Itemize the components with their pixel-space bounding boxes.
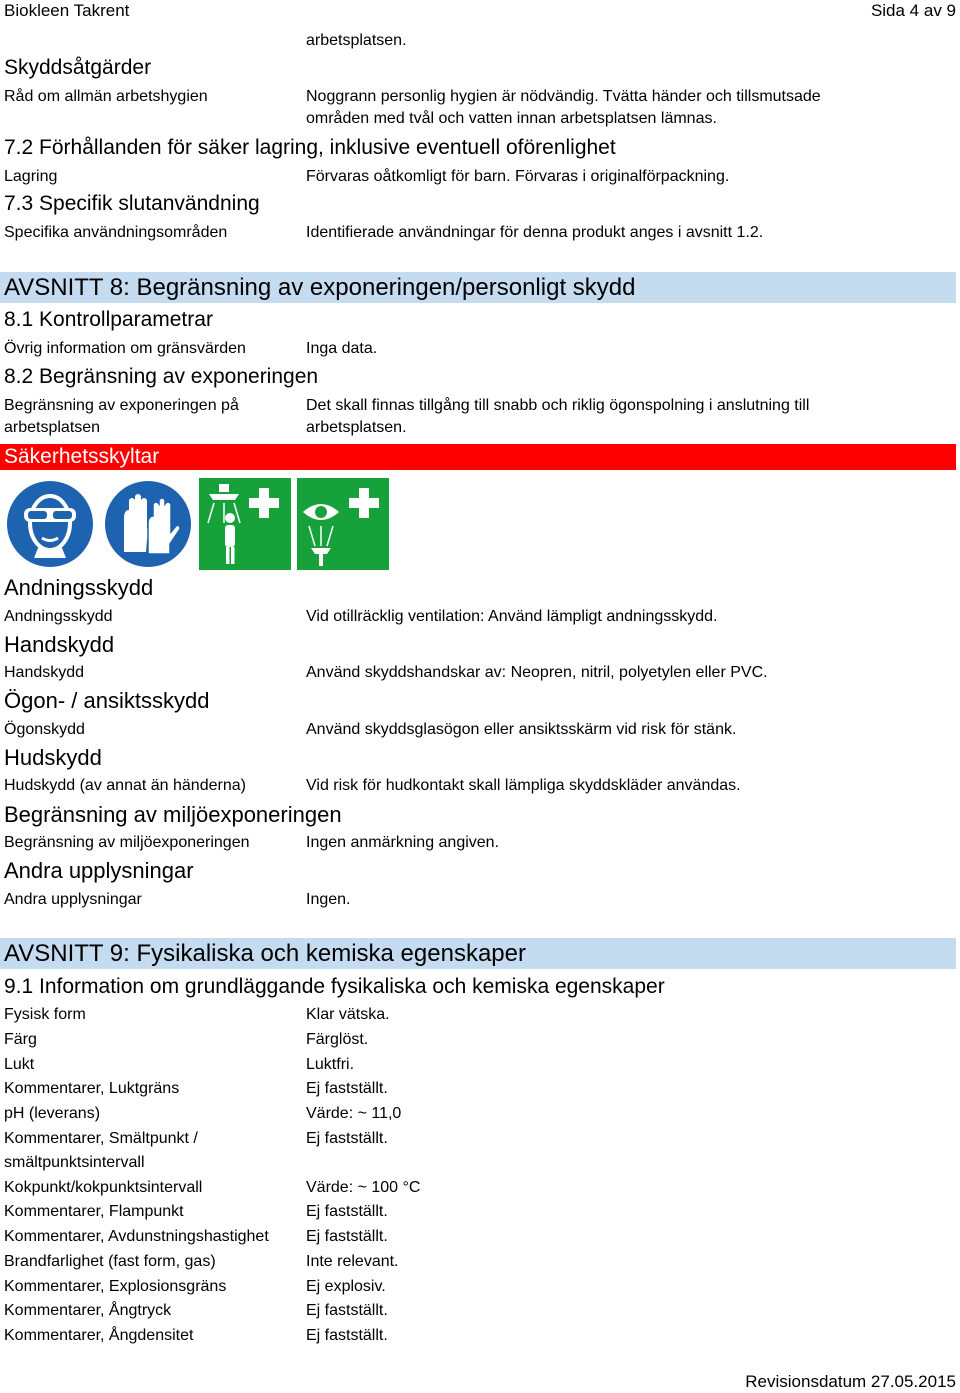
spec-value: Identifierade användningar för denna produkt anges i avsnitt 1.2. xyxy=(306,224,764,241)
prop-value: Ej fastställt. xyxy=(306,1203,388,1220)
lagring-label: Lagring xyxy=(4,168,58,185)
prop-value: Ej explosiv. xyxy=(306,1278,386,1295)
prop-value: Ej fastställt. xyxy=(306,1130,388,1147)
carry-text: arbetsplatsen. xyxy=(306,32,407,49)
prop-label: Kommentarer, Luktgräns xyxy=(4,1080,180,1097)
prop-label: Kokpunkt/kokpunktsintervall xyxy=(4,1179,203,1196)
hud-value: Vid risk för hudkontakt skall lämpliga skyddskläder användas. xyxy=(306,777,741,794)
ogon-value: Använd skyddsglasögon eller ansiktsskärm vid risk för stänk. xyxy=(306,721,737,738)
section9-title: AVSNITT 9: Fysikaliska och kemiska egenskaper xyxy=(4,940,526,967)
begr-value-line2: arbetsplatsen. xyxy=(306,419,407,436)
section8-title: AVSNITT 8: Begränsning av exponeringen/personligt skydd xyxy=(4,274,636,301)
ovrig-value: Inga data. xyxy=(306,340,378,357)
miljo-label: Begränsning av miljöexponeringen xyxy=(4,834,250,851)
prop-label: Kommentarer, Explosionsgräns xyxy=(4,1278,227,1295)
prop-value: Färglöst. xyxy=(306,1031,369,1048)
miljo-value: Ingen anmärkning angiven. xyxy=(306,834,500,851)
prop-value: Värde: ~ 11,0 xyxy=(306,1105,402,1122)
ovrig-label: Övrig information om gränsvärden xyxy=(4,340,246,357)
s82-title: 8.2 Begränsning av exponeringen xyxy=(4,365,319,388)
hygien-value-line1: Noggrann personlig hygien är nödvändig. Tvätta händer och tillsmutsade xyxy=(306,88,821,105)
miljo-title: Begränsning av miljöexponeringen xyxy=(4,802,342,827)
prop-value: Inte relevant. xyxy=(306,1253,399,1270)
prop-label: Lukt xyxy=(4,1056,35,1073)
andn-title: Andningsskydd xyxy=(4,575,154,600)
prop-value: Luktfri. xyxy=(306,1056,355,1073)
prop-value: Klar vätska. xyxy=(306,1006,390,1023)
revision-date: Revisionsdatum 27.05.2015 xyxy=(745,1372,956,1391)
s91-title: 9.1 Information om grundläggande fysikaliska och kemiska egenskaper xyxy=(4,975,665,998)
hand-title: Handskydd xyxy=(4,632,115,657)
signs-title: Säkerhetsskyltar xyxy=(4,445,160,468)
hygien-label: Råd om allmän arbetshygien xyxy=(4,88,208,105)
andn-value: Vid otillräcklig ventilation: Använd lämpligt andningsskydd. xyxy=(306,608,718,625)
doc-title: Biokleen Takrent xyxy=(4,1,130,20)
prop-value: Värde: ~ 100 °C xyxy=(306,1179,421,1196)
prop-value: Ej fastställt. xyxy=(306,1327,388,1344)
andra-label: Andra upplysningar xyxy=(4,891,142,908)
begr-label-line2: arbetsplatsen xyxy=(4,419,101,436)
ogon-label: Ögonskydd xyxy=(4,721,85,738)
hand-value: Använd skyddshandskar av: Neopren, nitril, polyetylen eller PVC. xyxy=(306,664,768,681)
prop-label: Kommentarer, Flampunkt xyxy=(4,1203,184,1220)
signs-bar xyxy=(0,444,956,470)
andra-value: Ingen. xyxy=(306,891,351,908)
lagring-value: Förvaras oåtkomligt för barn. Förvaras i originalförpackning. xyxy=(306,168,730,185)
prop-label: pH (leverans) xyxy=(4,1105,101,1122)
prop-label-line2: smältpunktsintervall xyxy=(4,1154,145,1171)
section8-bar xyxy=(0,272,956,303)
prop-label: Kommentarer, Smältpunkt / xyxy=(4,1130,198,1147)
page-number: Sida 4 av 9 xyxy=(870,1,956,20)
s73-title: 7.3 Specifik slutanvändning xyxy=(4,192,260,215)
hand-label: Handskydd xyxy=(4,664,85,681)
andn-label: Andningsskydd xyxy=(4,608,113,625)
hud-title: Hudskydd xyxy=(4,745,102,770)
s72-title: 7.2 Förhållanden för säker lagring, inklusive eventuell oförenlighet xyxy=(4,136,616,159)
section9-bar xyxy=(0,938,956,969)
gloves-sign-icon xyxy=(102,478,194,570)
s81-title: 8.1 Kontrollparametrar xyxy=(4,308,213,331)
prop-label: Kommentarer, Ångtryck xyxy=(4,1302,172,1319)
hud-label: Hudskydd (av annat än händerna) xyxy=(4,777,246,794)
prop-label: Kommentarer, Avdunstningshastighet xyxy=(4,1228,269,1245)
prop-label: Kommentarer, Ångdensitet xyxy=(4,1327,194,1344)
goggles-sign-icon xyxy=(4,478,96,570)
begr-value-line1: Det skall finnas tillgång till snabb och riklig ögonspolning i anslutning till xyxy=(306,397,810,414)
prop-label: Fysisk form xyxy=(4,1006,86,1023)
prop-value: Ej fastställt. xyxy=(306,1080,388,1097)
skydd-title: Skyddsåtgärder xyxy=(4,56,152,79)
prop-value: Ej fastställt. xyxy=(306,1228,388,1245)
hygien-value-line2: områden med tvål och vatten innan arbetsplatsen lämnas. xyxy=(306,110,717,127)
spec-label: Specifika användningsområden xyxy=(4,224,228,241)
prop-label: Färg xyxy=(4,1031,37,1048)
begr-label-line1: Begränsning av exponeringen på xyxy=(4,397,239,414)
safety-shower-sign-icon xyxy=(199,478,291,570)
ogon-title: Ögon- / ansiktsskydd xyxy=(4,688,210,713)
eyewash-sign-icon xyxy=(297,478,389,570)
prop-label: Brandfarlighet (fast form, gas) xyxy=(4,1253,216,1270)
andra-title: Andra upplysningar xyxy=(4,858,194,883)
prop-value: Ej fastställt. xyxy=(306,1302,388,1319)
